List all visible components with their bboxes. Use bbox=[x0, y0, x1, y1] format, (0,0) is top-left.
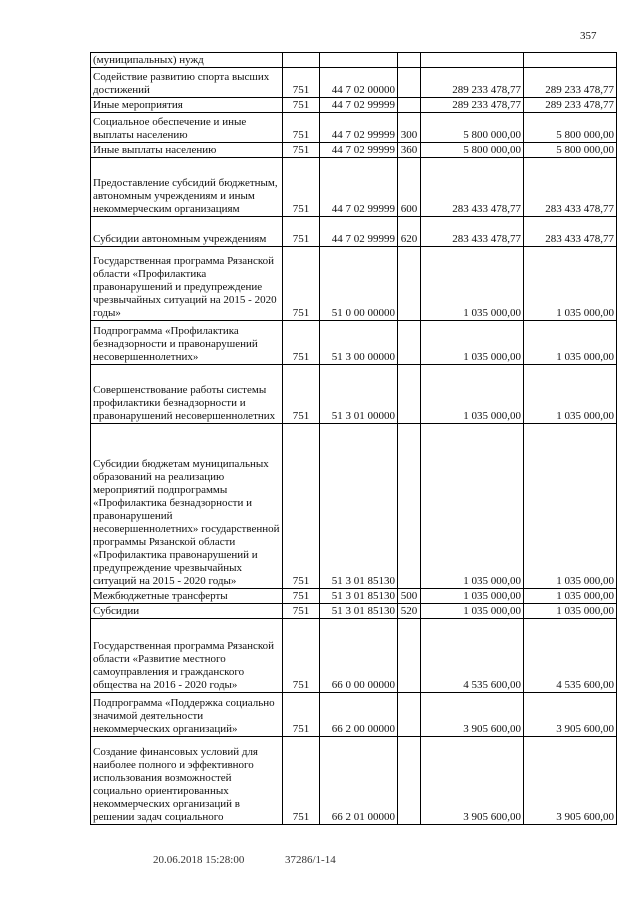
row-gr: 751 bbox=[283, 68, 320, 98]
row-vr bbox=[398, 619, 421, 693]
row-vr bbox=[398, 737, 421, 825]
row-amount-2: 3 905 600,00 bbox=[524, 693, 617, 737]
row-cs: 51 0 00 00000 bbox=[320, 247, 398, 321]
row-amount-1: 3 905 600,00 bbox=[421, 737, 524, 825]
row-amount-1: 289 233 478,77 bbox=[421, 68, 524, 98]
budget-table bbox=[90, 52, 617, 825]
row-amount-2: 289 233 478,77 bbox=[524, 98, 617, 113]
row-cs: 44 7 02 99999 bbox=[320, 113, 398, 143]
row-name: Иные выплаты населению bbox=[91, 143, 283, 158]
row-gr: 751 bbox=[283, 217, 320, 247]
table-row bbox=[91, 143, 617, 158]
row-name: Межбюджетные трансферты bbox=[91, 589, 283, 604]
row-cs: 51 3 01 85130 bbox=[320, 589, 398, 604]
row-cs: 51 3 01 00000 bbox=[320, 365, 398, 424]
table-row bbox=[91, 247, 617, 321]
row-name: Субсидии бюджетам муниципальных образований на реализацию мероприятий подпрограммы «Профилактика безнадзорности и правонарушений несовершеннолетних» государственной программы Рязанской области «Профилактика правонарушений и предупреждение чрезвычайных ситуаций на 2015 - 2020 годы» bbox=[91, 424, 283, 589]
row-amount-2: 289 233 478,77 bbox=[524, 68, 617, 98]
row-cs: 44 7 02 00000 bbox=[320, 68, 398, 98]
row-gr: 751 bbox=[283, 113, 320, 143]
table-row bbox=[91, 619, 617, 693]
row-amount-2: 5 800 000,00 bbox=[524, 143, 617, 158]
row-name: Подпрограмма «Профилактика безнадзорности и правонарушений несовершеннолетних» bbox=[91, 321, 283, 365]
table-row bbox=[91, 53, 617, 68]
row-amount-1: 4 535 600,00 bbox=[421, 619, 524, 693]
row-name: Предоставление субсидий бюджетным, автономным учреждениям и иным некоммерческим организациям bbox=[91, 158, 283, 217]
table-row bbox=[91, 365, 617, 424]
row-amount-2: 1 035 000,00 bbox=[524, 247, 617, 321]
table-row bbox=[91, 217, 617, 247]
row-cs: 44 7 02 99999 bbox=[320, 217, 398, 247]
row-gr: 751 bbox=[283, 693, 320, 737]
row-gr: 751 bbox=[283, 98, 320, 113]
row-gr: 751 bbox=[283, 619, 320, 693]
table-row bbox=[91, 424, 617, 589]
row-cs: 51 3 00 00000 bbox=[320, 321, 398, 365]
row-cs: 51 3 01 85130 bbox=[320, 424, 398, 589]
row-name: Совершенствование работы системы профилактики безнадзорности и правонарушений несовершеннолетних bbox=[91, 365, 283, 424]
row-amount-2: 4 535 600,00 bbox=[524, 619, 617, 693]
row-amount-2: 283 433 478,77 bbox=[524, 217, 617, 247]
row-vr bbox=[398, 53, 421, 68]
row-cs: 66 2 01 00000 bbox=[320, 737, 398, 825]
row-amount-1: 5 800 000,00 bbox=[421, 113, 524, 143]
table-row bbox=[91, 68, 617, 98]
table-row bbox=[91, 98, 617, 113]
row-cs bbox=[320, 53, 398, 68]
table-row bbox=[91, 158, 617, 217]
row-vr: 620 bbox=[398, 217, 421, 247]
row-vr bbox=[398, 424, 421, 589]
row-amount-1: 1 035 000,00 bbox=[421, 589, 524, 604]
row-name: Субсидии bbox=[91, 604, 283, 619]
row-amount-1: 283 433 478,77 bbox=[421, 158, 524, 217]
row-name: Государственная программа Рязанской области «Профилактика правонарушений и предупреждение чрезвычайных ситуаций на 2015 - 2020 годы» bbox=[91, 247, 283, 321]
row-gr: 751 bbox=[283, 424, 320, 589]
row-gr: 751 bbox=[283, 247, 320, 321]
row-gr: 751 bbox=[283, 321, 320, 365]
footer-date: 20.06.2018 15:28:00 bbox=[153, 854, 245, 866]
row-gr bbox=[283, 53, 320, 68]
row-gr: 751 bbox=[283, 143, 320, 158]
table-row bbox=[91, 113, 617, 143]
row-name: Содействие развитию спорта высших достижений bbox=[91, 68, 283, 98]
table-row bbox=[91, 737, 617, 825]
row-amount-1: 1 035 000,00 bbox=[421, 321, 524, 365]
row-cs: 66 0 00 00000 bbox=[320, 619, 398, 693]
row-vr: 300 bbox=[398, 113, 421, 143]
row-name: (муниципальных) нужд bbox=[91, 53, 283, 68]
row-amount-1: 1 035 000,00 bbox=[421, 365, 524, 424]
row-gr: 751 bbox=[283, 365, 320, 424]
table-row bbox=[91, 604, 617, 619]
table-row bbox=[91, 321, 617, 365]
row-amount-1 bbox=[421, 53, 524, 68]
row-gr: 751 bbox=[283, 737, 320, 825]
row-amount-1: 283 433 478,77 bbox=[421, 217, 524, 247]
row-amount-1: 1 035 000,00 bbox=[421, 604, 524, 619]
row-cs: 66 2 00 00000 bbox=[320, 693, 398, 737]
row-name: Государственная программа Рязанской области «Развитие местного самоуправления и гражданского общества на 2016 - 2020 годы» bbox=[91, 619, 283, 693]
row-vr: 520 bbox=[398, 604, 421, 619]
row-amount-2: 1 035 000,00 bbox=[524, 589, 617, 604]
page-number: 357 bbox=[580, 30, 597, 42]
row-amount-2: 5 800 000,00 bbox=[524, 113, 617, 143]
row-name: Социальное обеспечение и иные выплаты населению bbox=[91, 113, 283, 143]
row-vr bbox=[398, 321, 421, 365]
row-name: Иные мероприятия bbox=[91, 98, 283, 113]
row-vr bbox=[398, 247, 421, 321]
row-cs: 44 7 02 99999 bbox=[320, 143, 398, 158]
table-row bbox=[91, 693, 617, 737]
row-amount-2: 1 035 000,00 bbox=[524, 321, 617, 365]
row-gr: 751 bbox=[283, 589, 320, 604]
row-vr bbox=[398, 68, 421, 98]
row-amount-1: 3 905 600,00 bbox=[421, 693, 524, 737]
row-vr: 360 bbox=[398, 143, 421, 158]
row-name: Субсидии автономным учреждениям bbox=[91, 217, 283, 247]
row-gr: 751 bbox=[283, 604, 320, 619]
row-name: Подпрограмма «Поддержка социально значимой деятельности некоммерческих организаций» bbox=[91, 693, 283, 737]
footer-code: 37286/1-14 bbox=[285, 854, 336, 866]
row-vr: 600 bbox=[398, 158, 421, 217]
row-amount-1: 1 035 000,00 bbox=[421, 247, 524, 321]
table-row bbox=[91, 589, 617, 604]
row-vr: 500 bbox=[398, 589, 421, 604]
row-vr bbox=[398, 693, 421, 737]
row-amount-2: 283 433 478,77 bbox=[524, 158, 617, 217]
row-amount-2: 1 035 000,00 bbox=[524, 604, 617, 619]
row-amount-1: 289 233 478,77 bbox=[421, 98, 524, 113]
row-gr: 751 bbox=[283, 158, 320, 217]
row-amount-1: 1 035 000,00 bbox=[421, 424, 524, 589]
row-vr bbox=[398, 98, 421, 113]
row-cs: 44 7 02 99999 bbox=[320, 158, 398, 217]
row-amount-2 bbox=[524, 53, 617, 68]
row-amount-2: 1 035 000,00 bbox=[524, 365, 617, 424]
row-name: Создание финансовых условий для наиболее полного и эффективного использования возможностей социально ориентированных некоммерческих организаций в решении задач социального bbox=[91, 737, 283, 825]
row-cs: 44 7 02 99999 bbox=[320, 98, 398, 113]
row-cs: 51 3 01 85130 bbox=[320, 604, 398, 619]
row-vr bbox=[398, 365, 421, 424]
row-amount-2: 3 905 600,00 bbox=[524, 737, 617, 825]
row-amount-2: 1 035 000,00 bbox=[524, 424, 617, 589]
row-amount-1: 5 800 000,00 bbox=[421, 143, 524, 158]
